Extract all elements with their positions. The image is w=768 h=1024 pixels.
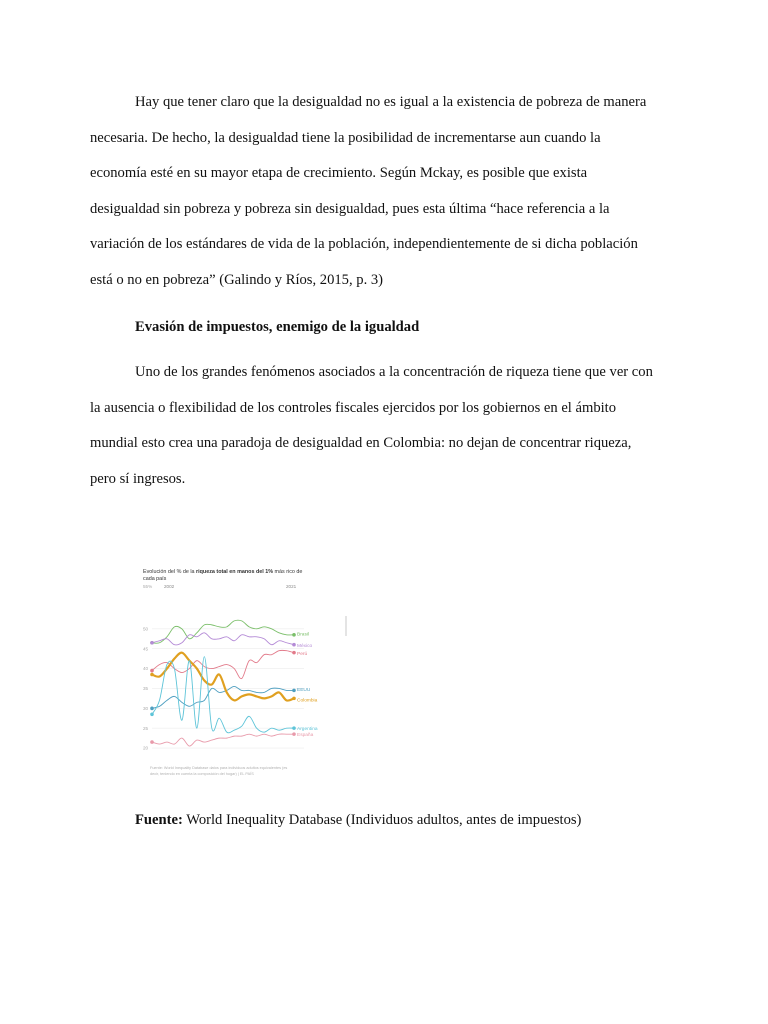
y-tick-label: 35 bbox=[143, 686, 149, 692]
series-end-point-peru bbox=[292, 651, 296, 655]
y-tick-label: 25 bbox=[143, 725, 149, 731]
series-label-espana: España bbox=[297, 733, 314, 739]
series-end-point-argentina bbox=[292, 726, 296, 730]
series-start-point-peru bbox=[150, 669, 154, 673]
series-label-peru: Perú bbox=[297, 651, 308, 657]
series-label-colombia: Colombia bbox=[297, 698, 318, 704]
y-tick-label: 40 bbox=[143, 666, 149, 672]
y-tick-label: 45 bbox=[143, 646, 149, 652]
series-label-mexico: México bbox=[297, 643, 313, 649]
chart-title bbox=[143, 569, 302, 575]
series-end-point-eeuu bbox=[292, 689, 296, 693]
series-end-point-espana bbox=[292, 732, 296, 736]
paragraph-line: pero sí ingresos. bbox=[90, 470, 186, 487]
x-start-label: 2002 bbox=[164, 584, 175, 589]
series-label-brasil: Brasil bbox=[297, 632, 309, 638]
paragraph-line: variación de los estándares de vida de la población, independientemente de si dicha población bbox=[90, 236, 638, 252]
x-end-label: 2021 bbox=[286, 584, 297, 589]
paragraph-line: está o no en pobreza” (Galindo y Ríos, 2015, p. 3) bbox=[90, 271, 384, 288]
paragraph-line: necesaria. De hecho, la desigualdad tiene la posibilidad de incrementarse aun cuando la bbox=[90, 129, 601, 146]
y-unit-label: 55% bbox=[143, 584, 153, 589]
series-line-colombia bbox=[152, 653, 294, 701]
source-note-line: decir, teniendo en cuenta la composición del hogar) | EL PAÍS bbox=[150, 772, 254, 776]
chart-title-part: Evolución del % de la bbox=[143, 569, 197, 575]
paragraph-line: economía esté en su mayor etapa de crecimiento. Según Mckay, es posible que exista bbox=[90, 165, 588, 181]
source-note-line: Fuente: World Inequality Database datos para individuos adultos equivalentes (es bbox=[150, 766, 288, 770]
series-start-point-colombia bbox=[150, 673, 154, 677]
paragraph-line: Uno de los grandes fenómenos asociados a la concentración de riqueza tiene que ver con bbox=[135, 364, 653, 380]
series-line-espana bbox=[152, 734, 294, 746]
figure-caption bbox=[135, 803, 581, 838]
paragraph-line: Hay que tener claro que la desigualdad no es igual a la existencia de pobreza de manera bbox=[135, 94, 647, 110]
series-line-brasil bbox=[152, 620, 294, 643]
series-end-point-colombia bbox=[292, 697, 296, 701]
y-tick-label: 30 bbox=[143, 705, 149, 711]
wealth-concentration-chart bbox=[138, 560, 350, 782]
paragraph-inequality-poverty bbox=[90, 85, 675, 298]
series-start-point-eeuu bbox=[150, 707, 154, 711]
chart-svg bbox=[138, 560, 350, 782]
chart-title-part: riqueza total en manos del 1% bbox=[196, 569, 274, 575]
section-heading: Evasión de impuestos, enemigo de la igualdad bbox=[135, 319, 420, 335]
y-tick-label: 20 bbox=[143, 745, 149, 751]
paragraph-line: desigualdad sin pobreza y pobreza sin desigualdad, pues esta última “hace referencia a la bbox=[90, 200, 610, 217]
y-tick-label: 50 bbox=[143, 626, 149, 632]
series-start-point-argentina bbox=[150, 712, 154, 716]
chart-title-line2: cada país bbox=[143, 576, 167, 582]
paragraph-line: la ausencia o flexibilidad de los controles fiscales ejercidos por los gobiernos en el ámbito bbox=[90, 399, 617, 416]
paragraph-line: mundial esto crea una paradoja de desigualdad en Colombia: no dejan de concentrar riqueza, bbox=[90, 435, 632, 451]
series-line-mexico bbox=[152, 633, 294, 645]
series-label-argentina: Argentina bbox=[297, 726, 318, 732]
chart-title-part: más rico de bbox=[273, 569, 303, 575]
series-label-eeuu: EEUU bbox=[297, 688, 311, 694]
series-line-eeuu bbox=[152, 686, 294, 708]
series-start-point-mexico bbox=[150, 641, 154, 645]
caption-label: Fuente: bbox=[135, 812, 183, 828]
series-end-point-mexico bbox=[292, 643, 296, 647]
series-start-point-espana bbox=[150, 740, 154, 744]
series-end-point-brasil bbox=[292, 633, 296, 637]
paragraph-tax-evasion bbox=[90, 355, 675, 497]
caption-text: World Inequality Database (Individuos adultos, antes de impuestos) bbox=[182, 812, 582, 828]
